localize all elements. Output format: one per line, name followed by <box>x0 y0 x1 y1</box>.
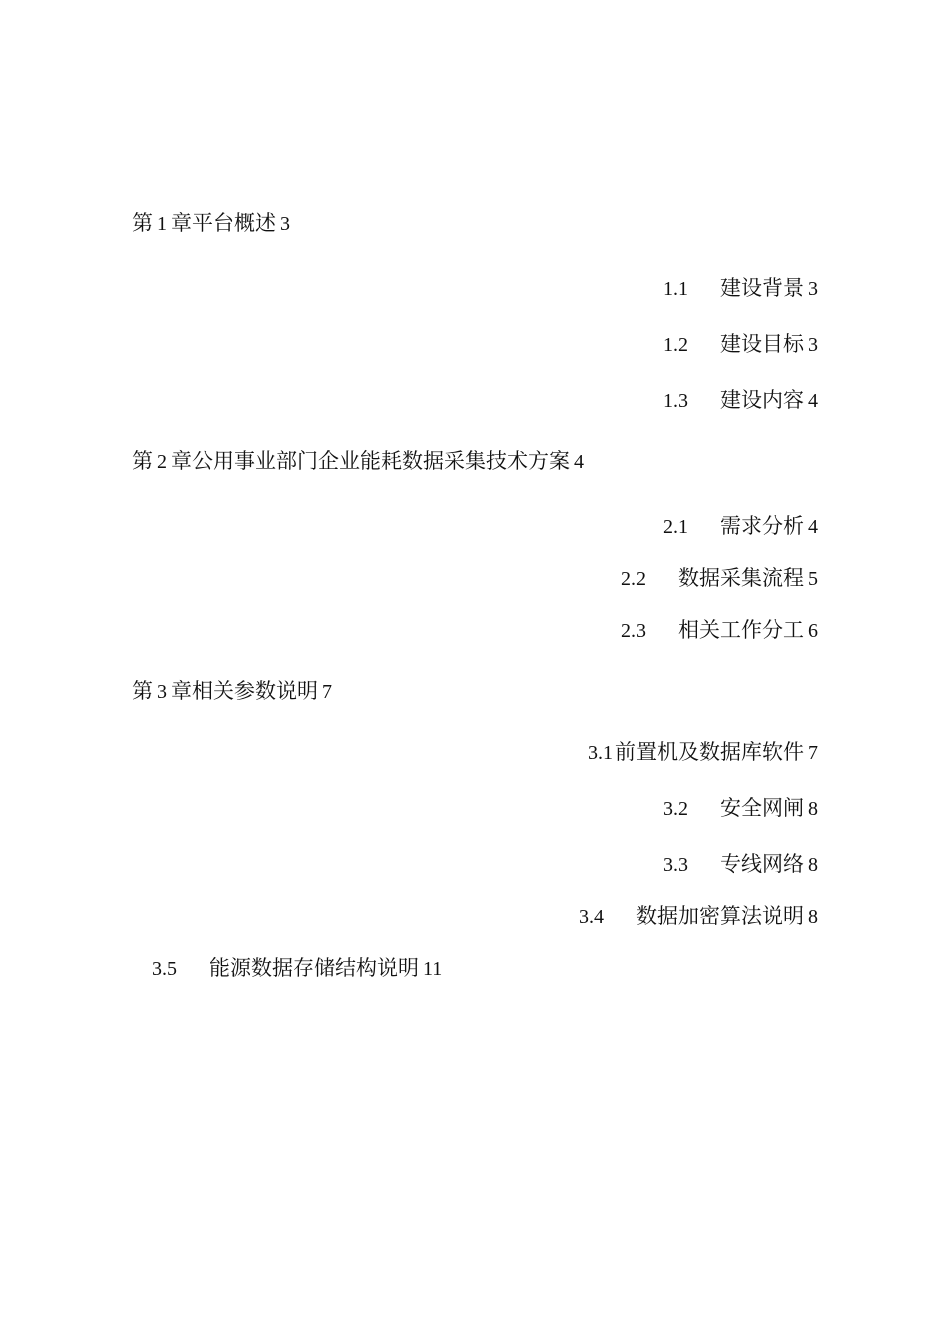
section-number: 3.5 <box>152 958 177 980</box>
toc-section-1-1[interactable] <box>663 275 818 301</box>
chapter-prefix: 第 <box>132 211 153 235</box>
section-number: 1.3 <box>663 390 688 412</box>
section-title: 建设目标 <box>720 332 804 356</box>
toc-section-3-5[interactable] <box>152 955 442 981</box>
section-number: 1.1 <box>663 278 688 300</box>
toc-section-2-2[interactable] <box>621 565 818 591</box>
section-number: 3.4 <box>579 906 604 928</box>
section-number: 3.2 <box>663 798 688 820</box>
page-number: 7 <box>322 681 332 703</box>
section-title: 数据采集流程 <box>678 566 804 590</box>
page-number: 3 <box>808 278 818 300</box>
section-number: 2.3 <box>621 620 646 642</box>
section-title: 相关工作分工 <box>678 618 804 642</box>
toc-section-3-2[interactable] <box>663 795 818 821</box>
chapter-prefix: 第 <box>132 679 153 703</box>
toc-section-1-3[interactable] <box>663 387 818 413</box>
section-title: 需求分析 <box>720 514 804 538</box>
toc-chapter-1[interactable] <box>132 210 290 236</box>
chapter-title: 章相关参数说明 <box>171 679 318 703</box>
section-title: 前置机及数据库软件 <box>615 740 804 764</box>
section-number: 1.2 <box>663 334 688 356</box>
section-title: 建设背景 <box>720 276 804 300</box>
chapter-prefix: 第 <box>132 449 153 473</box>
section-number: 3.3 <box>663 854 688 876</box>
section-title: 专线网络 <box>720 852 804 876</box>
toc-section-2-1[interactable] <box>663 513 818 539</box>
section-title: 数据加密算法说明 <box>636 904 804 928</box>
toc-section-1-2[interactable] <box>663 331 818 357</box>
page-number: 7 <box>808 742 818 764</box>
toc-chapter-3[interactable] <box>132 678 332 704</box>
section-number: 3.1 <box>588 742 613 764</box>
chapter-number: 1 <box>157 213 167 235</box>
page-number: 3 <box>280 213 290 235</box>
page-number: 8 <box>808 798 818 820</box>
page-number: 8 <box>808 906 818 928</box>
section-number: 2.1 <box>663 516 688 538</box>
section-title: 建设内容 <box>720 388 804 412</box>
page-number: 4 <box>808 390 818 412</box>
chapter-number: 2 <box>157 451 167 473</box>
page-number: 4 <box>808 516 818 538</box>
toc-section-3-3[interactable] <box>663 851 818 877</box>
toc-chapter-2[interactable] <box>132 448 584 474</box>
page-number: 11 <box>423 958 443 980</box>
section-number: 2.2 <box>621 568 646 590</box>
section-title: 安全网闸 <box>720 796 804 820</box>
page-number: 8 <box>808 854 818 876</box>
page-number: 4 <box>574 451 584 473</box>
toc-section-3-4[interactable] <box>579 903 818 929</box>
page-number: 6 <box>808 620 818 642</box>
chapter-title: 章平台概述 <box>171 211 276 235</box>
chapter-title: 章公用事业部门企业能耗数据采集技术方案 <box>171 449 570 473</box>
toc-section-2-3[interactable] <box>621 617 818 643</box>
section-title: 能源数据存储结构说明 <box>209 956 419 980</box>
chapter-number: 3 <box>157 681 167 703</box>
toc-section-3-1[interactable] <box>588 739 818 765</box>
page-number: 5 <box>808 568 818 590</box>
page-number: 3 <box>808 334 818 356</box>
